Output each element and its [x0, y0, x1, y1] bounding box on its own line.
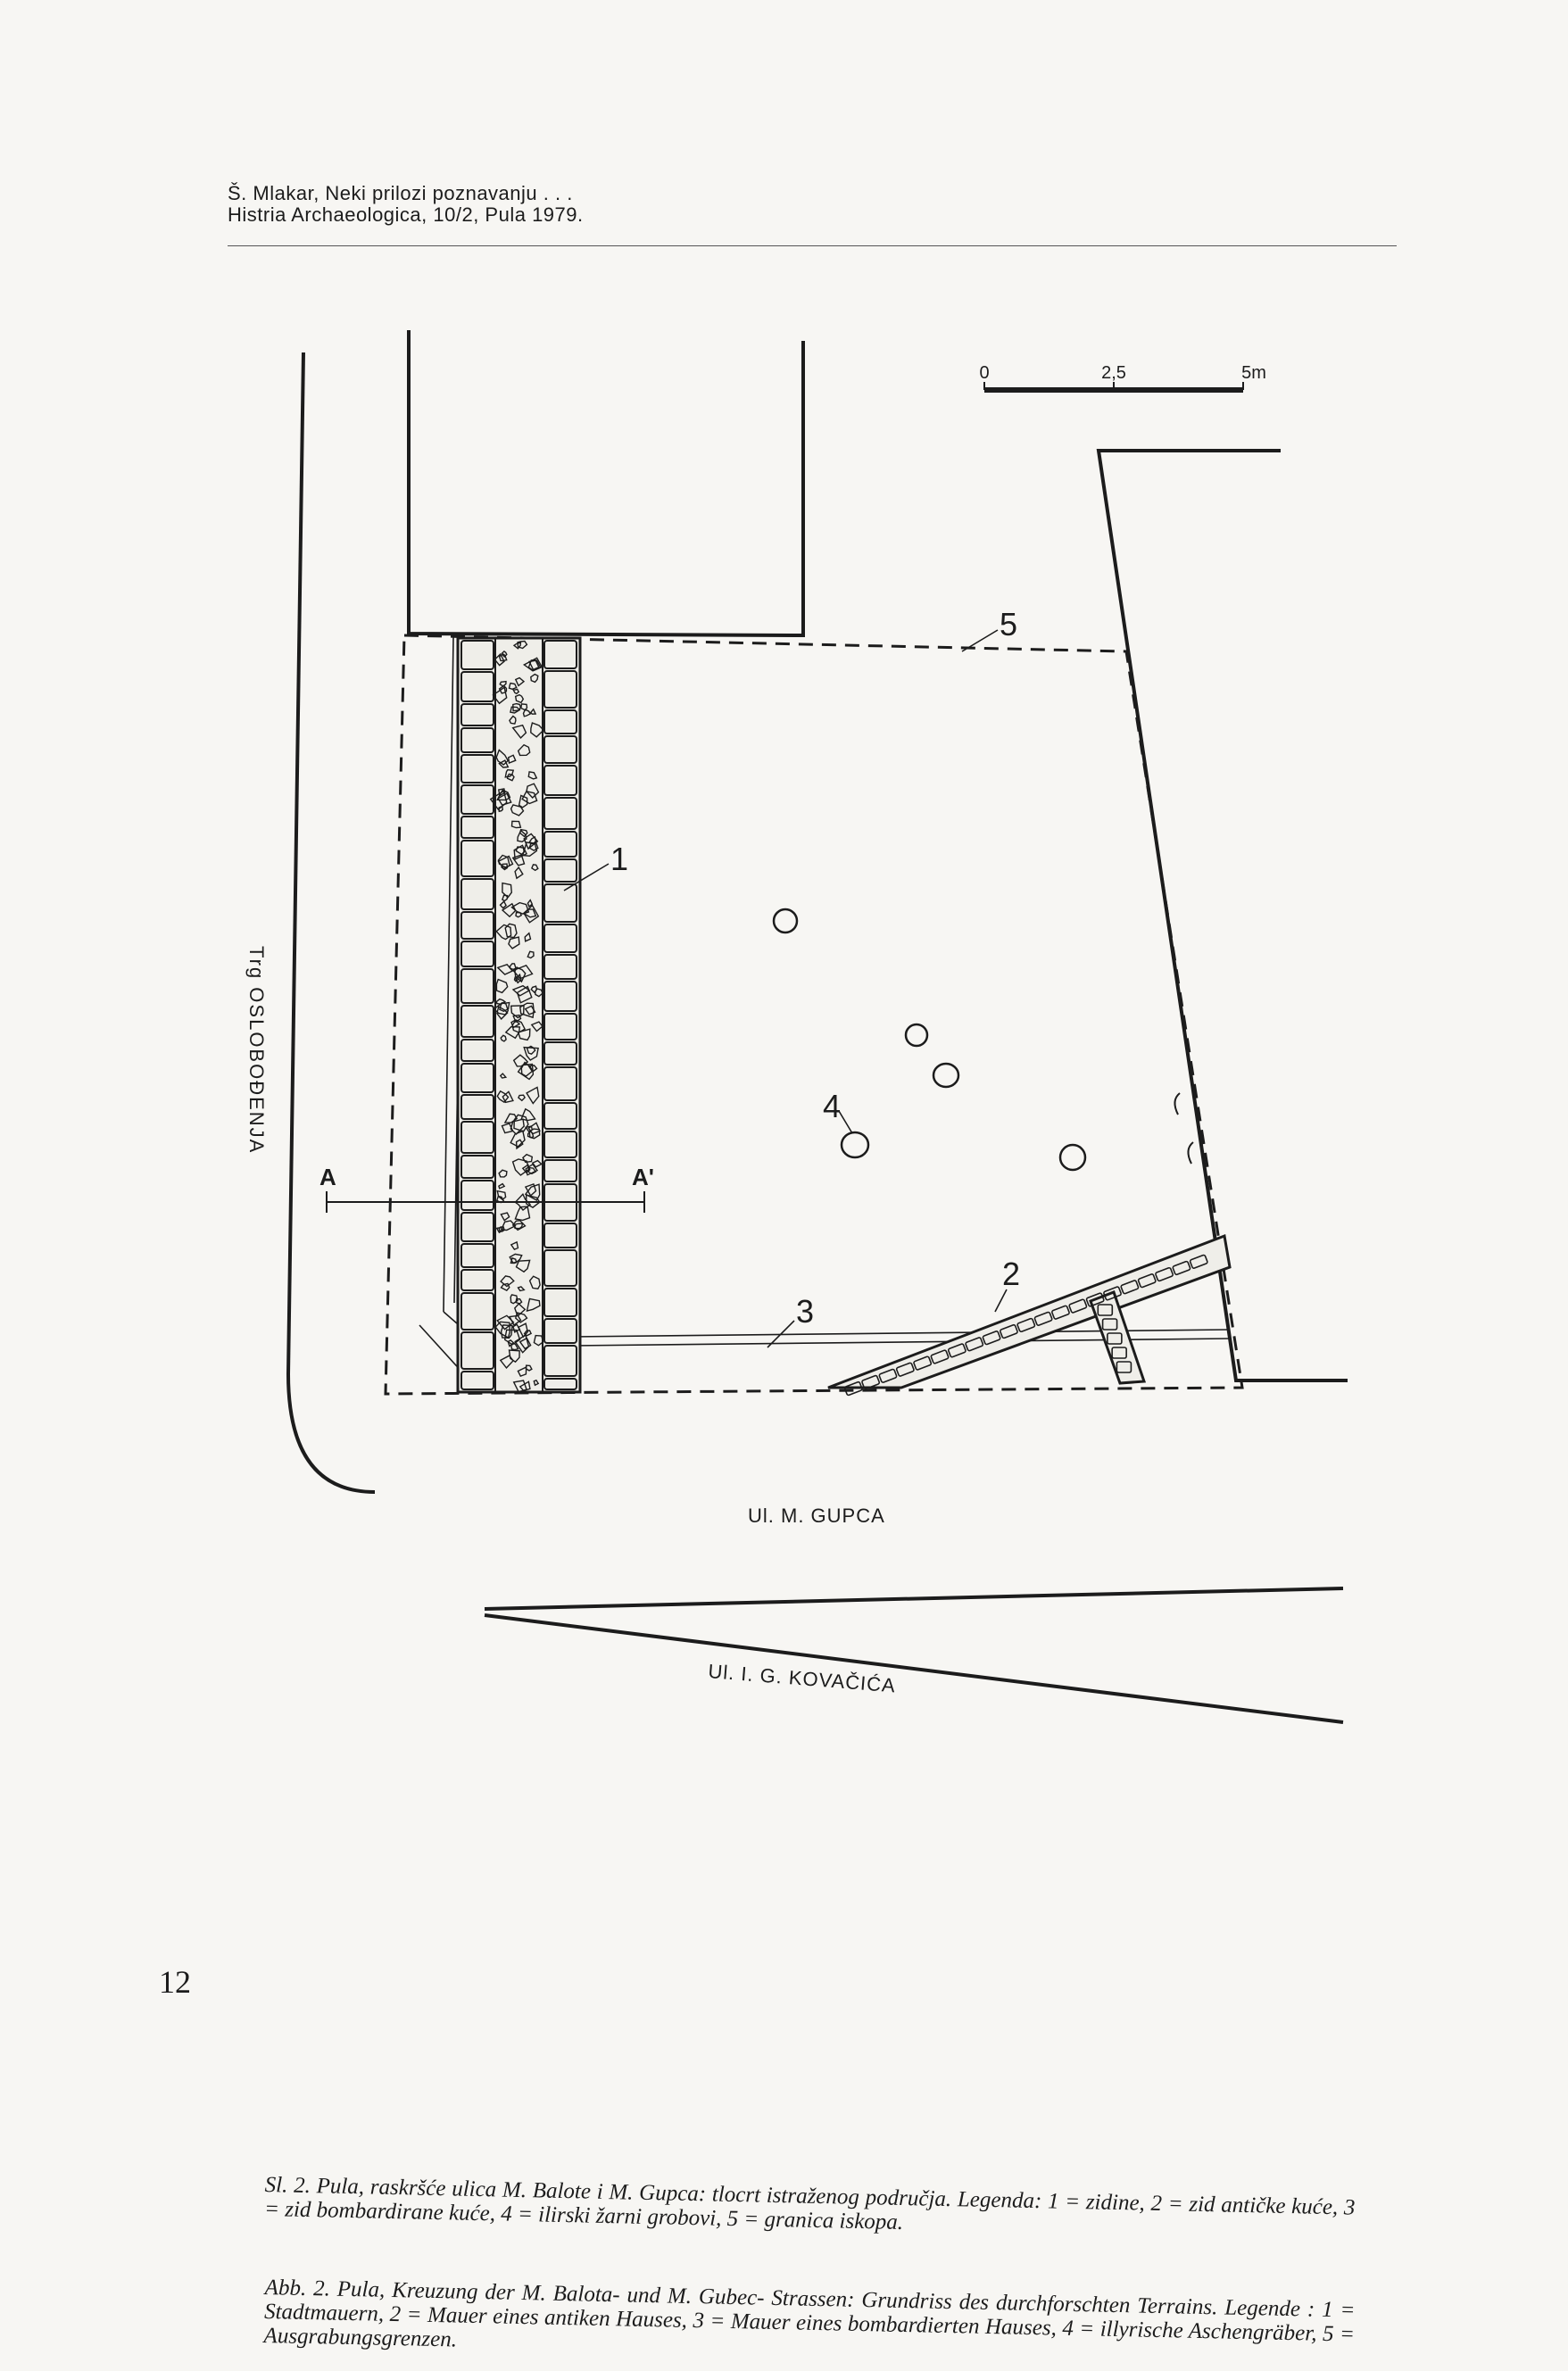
wall-line — [571, 1330, 1230, 1337]
boundary-stone — [1188, 1142, 1193, 1164]
caption-german: Abb. 2. Pula, Kreuzung der M. Balota- und M. Gubec- Strassen: Grundriss des durchforschten Terrains. Legende : 1 = Stadtmauern, 2 = Mauer eines antiken Hauses, 3 = Mauer eines bombardierten Hauses, 4 = illyrische Aschengräber, 5 = Ausgrabungsgrenzen. — [263, 2276, 1356, 2352]
header-author-title: Š. Mlakar, Neki prilozi poznavanju . . . — [228, 182, 573, 204]
kovacica-street-wedge — [485, 1588, 1343, 1722]
city-walls — [458, 638, 580, 1392]
curb-curve — [288, 1374, 375, 1492]
urn-grave — [906, 1024, 927, 1046]
scale-bar-label-mid: 2,5 — [1101, 363, 1126, 383]
east-boundary-stones — [1174, 1093, 1193, 1164]
callout-5: 5 — [1000, 606, 1018, 642]
urn-grave — [842, 1132, 868, 1157]
section-label-a: A — [319, 1164, 336, 1190]
building-outlines — [288, 330, 1348, 1492]
urn-grave — [933, 1064, 958, 1087]
street-label-gupca: Ul. M. GUPCA — [748, 1505, 885, 1527]
callout-4: 4 — [823, 1088, 842, 1124]
leader-4 — [839, 1111, 852, 1133]
leader-2 — [995, 1289, 1007, 1312]
scale-bar — [979, 363, 1265, 390]
page-number: 12 — [159, 1964, 191, 2000]
section-label-a-prime: A' — [632, 1164, 654, 1190]
urn-grave — [1060, 1145, 1085, 1170]
callout-2: 2 — [1002, 1256, 1021, 1292]
urn-grave — [774, 909, 797, 933]
street-label-kovacica: Ul. I. G. KOVAČIĆA — [707, 1660, 897, 1697]
street-corner-curb — [288, 352, 303, 1374]
callout-1: 1 — [610, 841, 629, 877]
scale-bar-label-end: 5m — [1241, 363, 1266, 383]
urn-graves — [774, 909, 1085, 1170]
legend-callouts — [564, 606, 1020, 1347]
wedge-upper-edge — [485, 1588, 1343, 1609]
caption-croatian: Sl. 2. Pula, raskršće ulica M. Balote i M. Gupca: tlocrt istraženog područja. Legenda: 1 = zidine, 2 = zid antičke kuće, 3 = zid bombardirane kuće, 4 = ilirski žarni grobovi, 5 = granica iskopa. — [263, 2173, 1356, 2234]
scale-bar-label-0: 0 — [979, 363, 990, 383]
antique-house-wall — [828, 1236, 1230, 1396]
header-journal: Histria Archaeologica, 10/2, Pula 1979. — [228, 203, 584, 226]
building-north — [409, 330, 803, 635]
callout-3: 3 — [796, 1293, 815, 1330]
wedge-lower-edge — [485, 1615, 1343, 1722]
boundary-stone — [1174, 1093, 1180, 1115]
street-label-trg-oslobodenja: Trg OSLOBOĐENJA — [245, 946, 268, 1155]
wall-line — [444, 637, 453, 1312]
antique-wall-diagonal — [828, 1236, 1230, 1388]
